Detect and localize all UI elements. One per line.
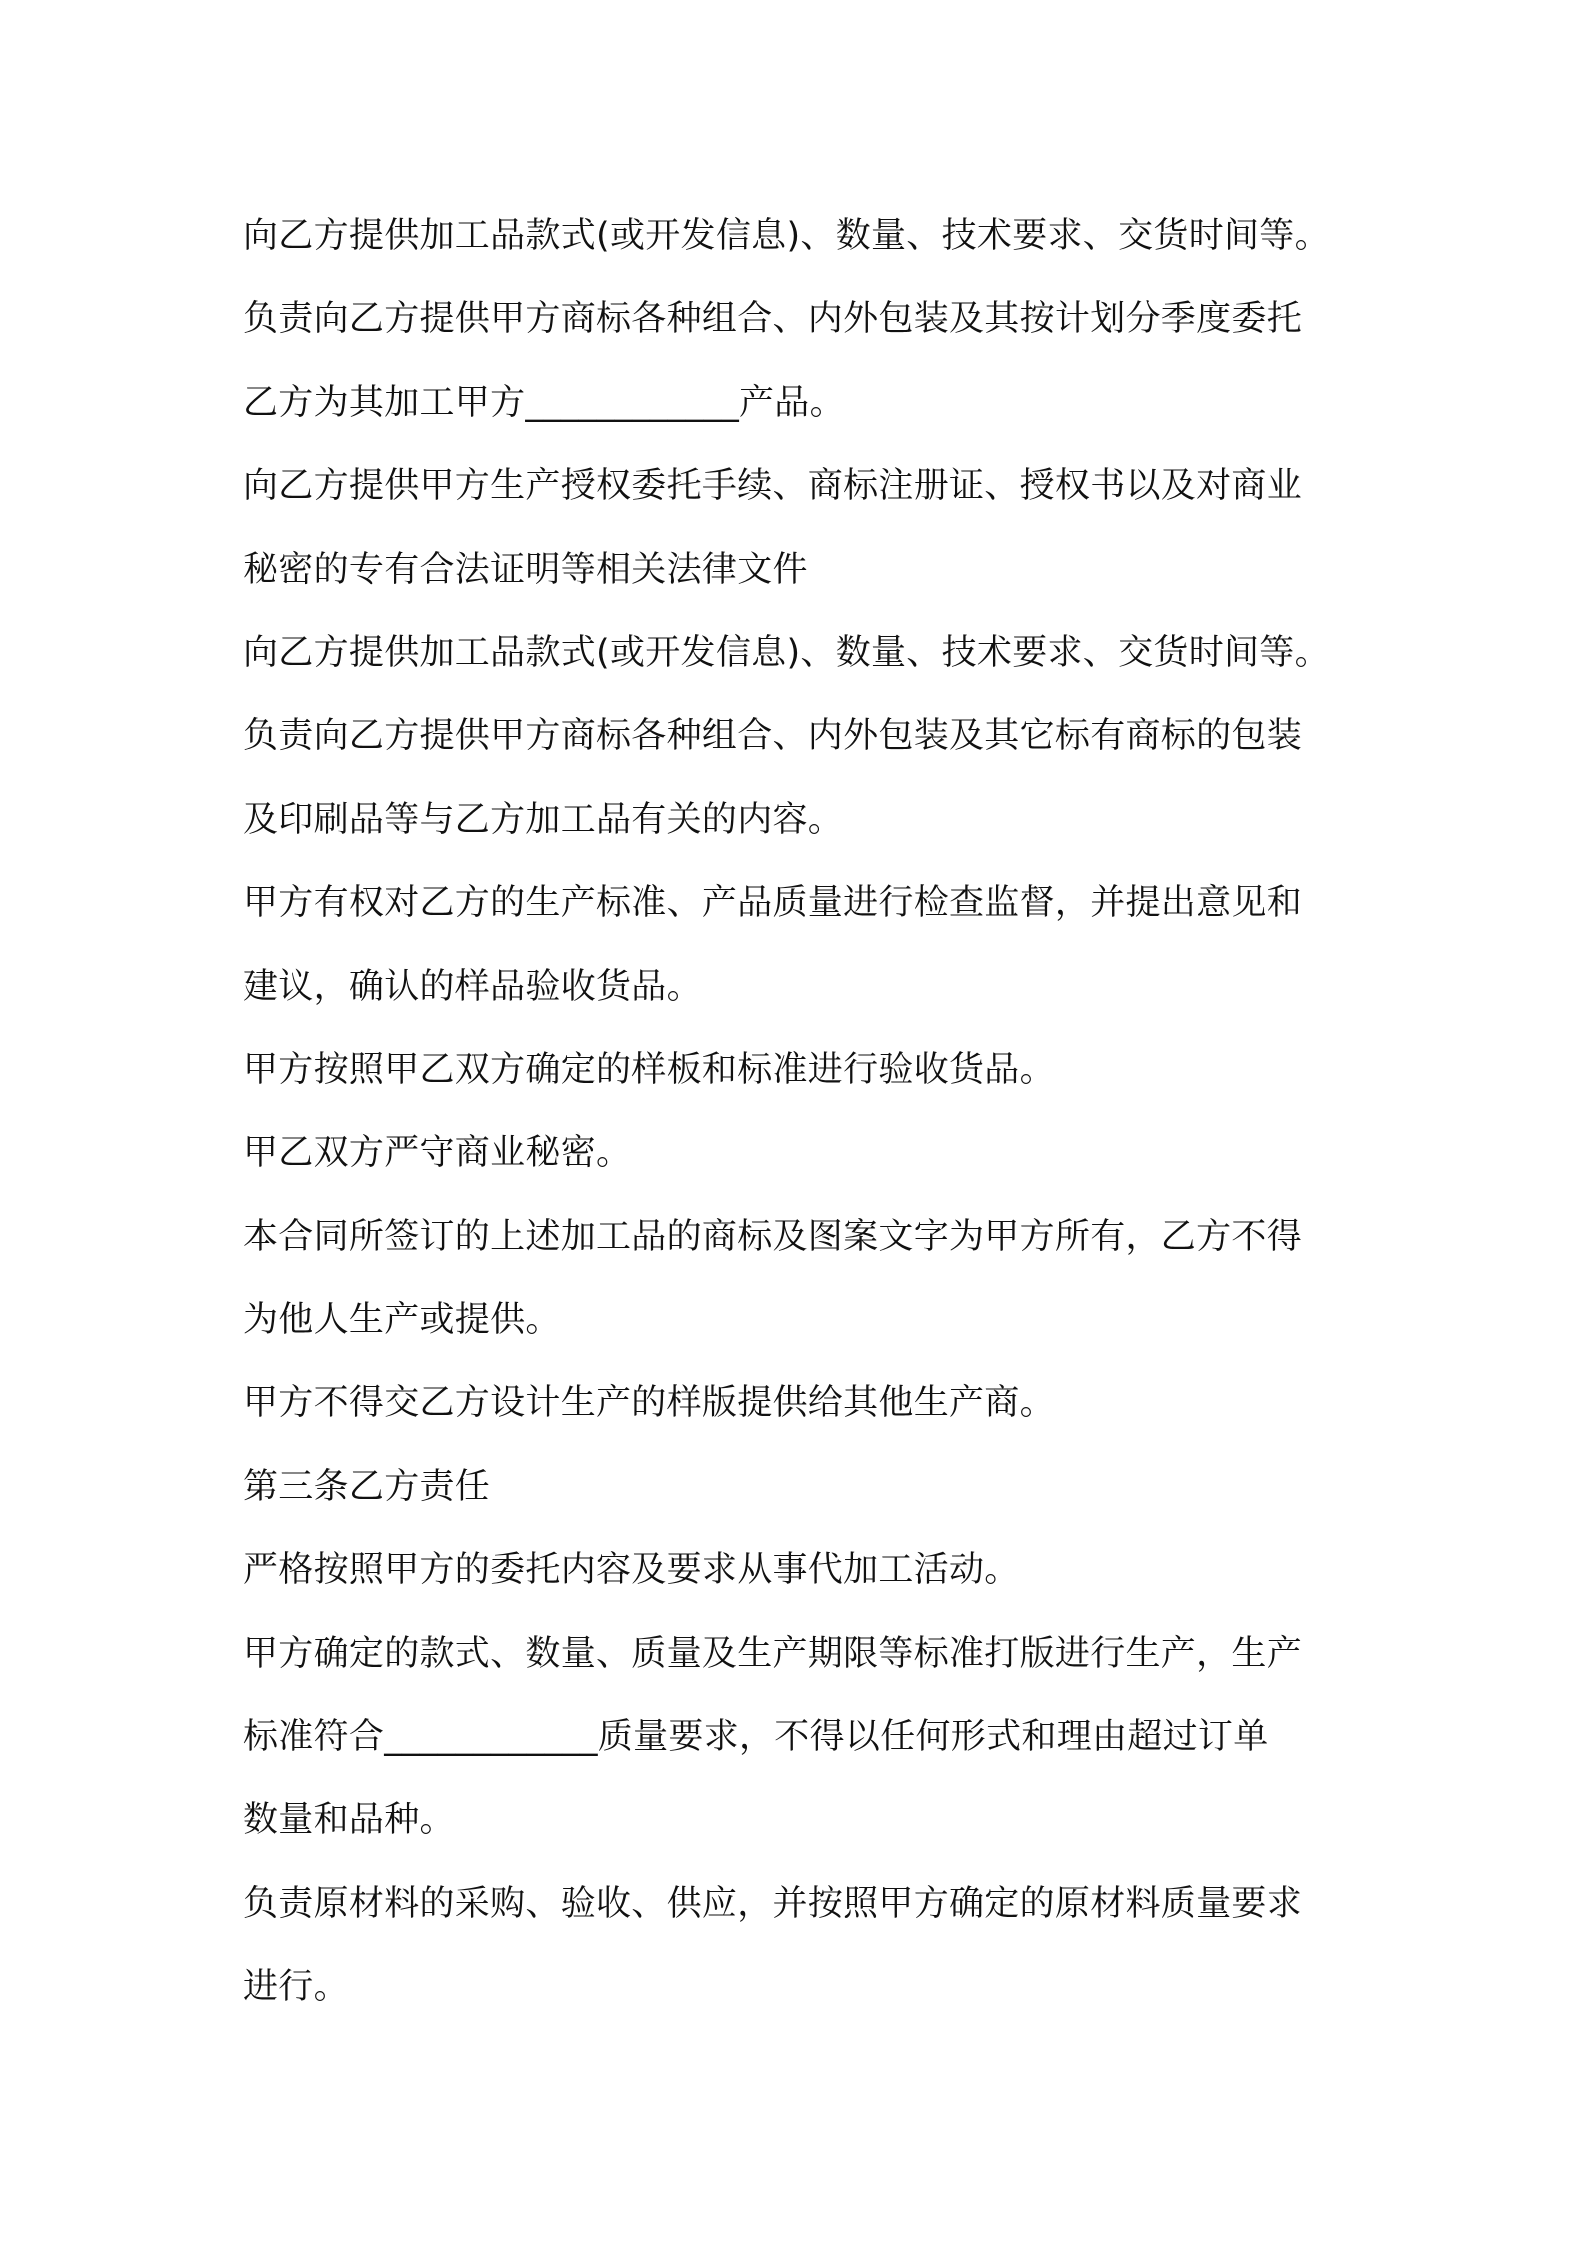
text-line: 秘密的专有合法证明等相关法律文件 xyxy=(243,549,808,590)
text-line: 进行。 xyxy=(243,1967,349,2008)
text-line: 负责向乙方提供甲方商标各种组合、内外包装及其按计划分季度委托 xyxy=(243,299,1303,340)
text-line: 甲方确定的款式、数量、质量及生产期限等标准打版进行生产，生产 xyxy=(243,1633,1303,1674)
text-line: 负责向乙方提供甲方商标各种组合、内外包装及其它标有商标的包装 xyxy=(243,716,1303,757)
text-line: 乙方为其加工甲方____________产品。 xyxy=(243,382,845,423)
text-line: 向乙方提供甲方生产授权委托手续、商标注册证、授权书以及对商业 xyxy=(243,466,1303,507)
text-line: 甲方按照甲乙双方确定的样板和标准进行验收货品。 xyxy=(243,1049,1055,1090)
text-line: 建议，确认的样品验收货品。 xyxy=(243,966,702,1007)
text-line: 负责原材料的采购、验收、供应，并按照甲方确定的原材料质量要求 xyxy=(243,1883,1303,1924)
text-line: 甲方不得交乙方设计生产的样版提供给其他生产商。 xyxy=(243,1383,1055,1424)
text-line: 甲方有权对乙方的生产标准、产品质量进行检查监督，并提出意见和 xyxy=(243,883,1303,924)
text-line: 严格按照甲方的委托内容及要求从事代加工活动。 xyxy=(243,1550,1020,1591)
document-body xyxy=(243,195,1358,2030)
section-heading: 第三条乙方责任 xyxy=(243,1466,491,1507)
text-line: 数量和品种。 xyxy=(243,1800,455,1841)
text-line: 标准符合____________质量要求，不得以任何形式和理由超过订单 xyxy=(243,1717,1269,1758)
text-line: 甲乙双方严守商业秘密。 xyxy=(243,1133,632,1174)
text-line: 向乙方提供加工品款式(或开发信息)、数量、技术要求、交货时间等。 xyxy=(243,216,1330,256)
text-line: 本合同所签订的上述加工品的商标及图案文字为甲方所有，乙方不得 xyxy=(243,1216,1303,1257)
text-line: 向乙方提供加工品款式(或开发信息)、数量、技术要求、交货时间等。 xyxy=(243,632,1330,673)
text-line: 及印刷品等与乙方加工品有关的内容。 xyxy=(243,799,844,840)
text-line: 为他人生产或提供。 xyxy=(243,1300,561,1341)
